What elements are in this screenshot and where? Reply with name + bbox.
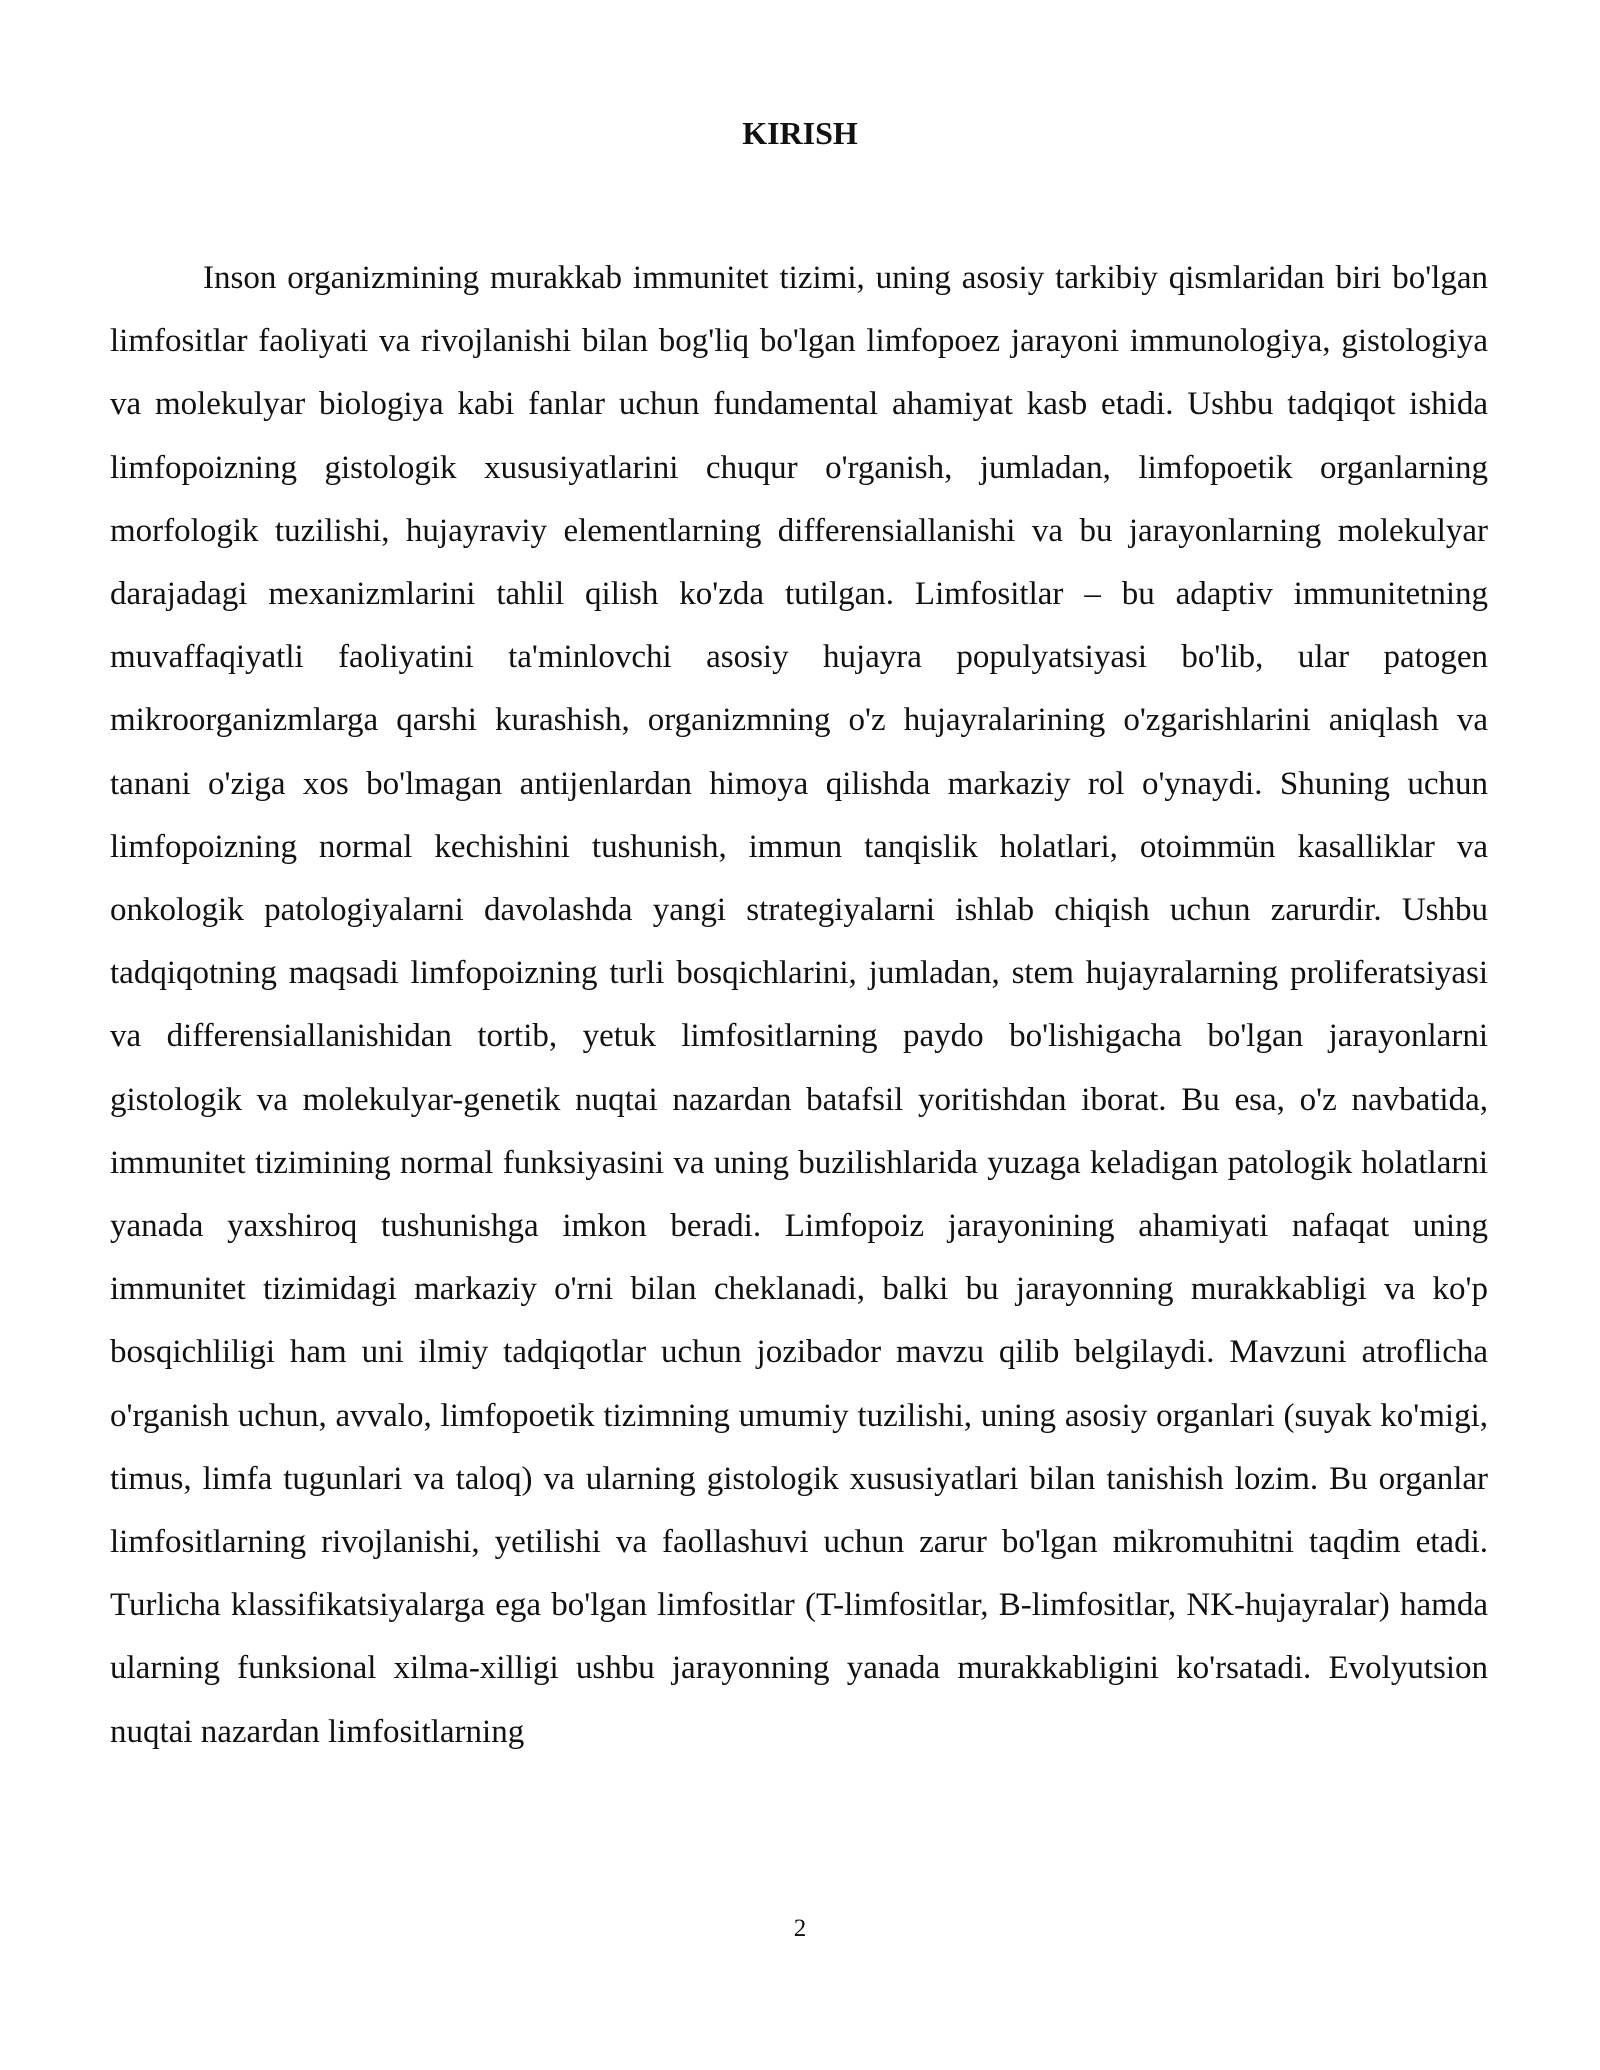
page-number: 2 xyxy=(793,1915,807,1942)
section-title: KIRISH xyxy=(742,115,858,151)
body-paragraph: Inson organizmining murakkab immunitet tizimi, uning asosiy tarkibiy qismlaridan biri bo'lgan limfositlar faoliyati va rivojlanishi bilan bog'liq bo'lgan limfopoez jarayoni immunologiya, gistologiya va molekulyar biologiya kabi fanlar uchun fundamental ahamiyat kasb etadi. Ushbu tadqiqot ishida limfopoizning gistologik xususiyatlarini chuqur o'rganish, jumladan, limfopoetik organlarning morfologik tuzilishi, hujayraviy elementlarning differensiallanishi va bu jarayonlarning molekulyar darajadagi mexanizmlarini tahlil qilish ko'zda tutilgan. Limfositlar – bu adaptiv immunitetning muvaffaqiyatli faoliyatini ta'minlovchi asosiy hujayra populyatsiyasi bo'lib, ular patogen mikroorganizmlarga qarshi kurashish, organizmning o'z hujayralarining o'zgarishlarini aniqlash va tanani o'ziga xos bo'lmagan antijenlardan himoya qilishda markaziy rol o'ynaydi. Shuning uchun limfopoizning normal kechishini tushunish, immun tanqislik holatlari, otoimmün kasalliklar va onkologik patologiyalarni davolashda yangi strategiyalarni ishlab chiqish uchun zarurdir. Ushbu tadqiqotning maqsadi limfopoizning turli bosqichlarini, jumladan, stem hujayralarning proliferatsiyasi va differensiallanishidan tortib, yetuk limfositlarning paydo bo'lishigacha bo'lgan jarayonlarni gistologik va molekulyar-genetik nuqtai nazardan batafsil yoritishdan iborat. Bu esa, o'z navbatida, immunitet tizimining normal funksiyasini va uning buzilishlarida yuzaga keladigan patologik holatlarni yanada yaxshiroq tushunishga imkon beradi. Limfopoiz jarayonining ahamiyati nafaqat uning immunitet tizimidagi markaziy o'rni bilan cheklanadi, balki bu jarayonning murakkabligi va ko'p bosqichliligi ham uni ilmiy tadqiqotlar uchun jozibador mavzu qilib belgilaydi. Mavzuni atroflicha o'rganish uchun, avvalo, limfopoetik tizimning umumiy tuzilishi, uning asosiy organlari (suyak ko'migi, timus, limfa tugunlari va taloq) va ularning gistologik xususiyatlari bilan tanishish lozim. Bu organlar limfositlarning rivojlanishi, yetilishi va faollashuvi uchun zarur bo'lgan mikromuhitni taqdim etadi. Turlicha klassifikatsiyalarga ega bo'lgan limfositlar (T-limfositlar, B-limfositlar, NK-hujayralar) hamda ularning funksional xilma-xilligi ushbu jarayonning yanada murakkabligini ko'rsatadi. Evolyutsion nuqtai nazardan limfositlarning xyxy=(110,260,1488,1750)
